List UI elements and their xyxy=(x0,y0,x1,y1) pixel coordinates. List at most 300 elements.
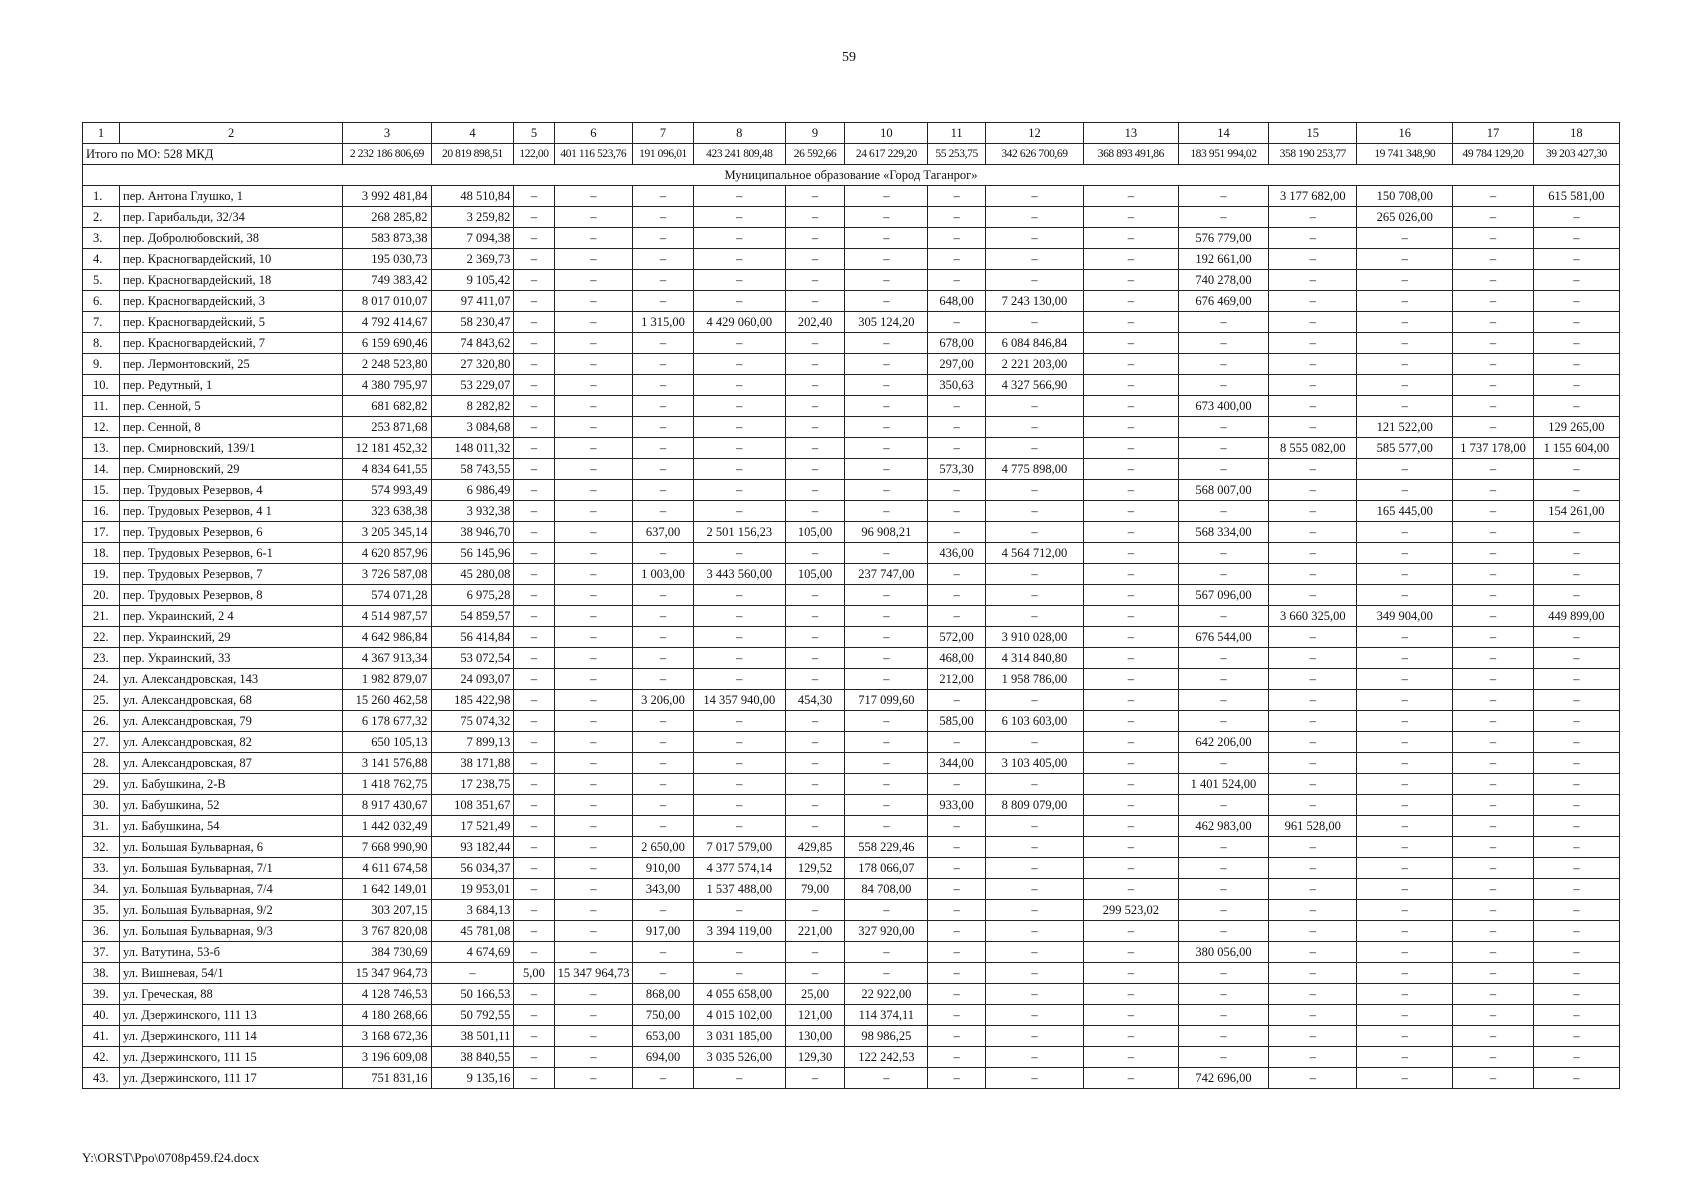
value-cell: 56 145,96 xyxy=(431,543,514,564)
value-cell: – xyxy=(928,900,986,921)
value-cell: 4 327 566,90 xyxy=(985,375,1083,396)
value-cell: – xyxy=(985,1068,1083,1089)
value-cell: 3 103 405,00 xyxy=(985,753,1083,774)
address-cell: пер. Сенной, 5 xyxy=(120,396,343,417)
value-cell: – xyxy=(928,1026,986,1047)
value-cell: – xyxy=(1083,585,1178,606)
value-cell: – xyxy=(633,795,694,816)
value-cell: – xyxy=(985,249,1083,270)
value-cell: – xyxy=(1453,543,1534,564)
value-cell: – xyxy=(554,900,632,921)
address-cell: пер. Смирновский, 29 xyxy=(120,459,343,480)
value-cell: – xyxy=(554,228,632,249)
value-cell: – xyxy=(1533,648,1619,669)
value-cell: – xyxy=(1178,543,1268,564)
value-cell: 1 155 604,00 xyxy=(1533,438,1619,459)
value-cell: 568 007,00 xyxy=(1178,480,1268,501)
value-cell: – xyxy=(514,1068,554,1089)
value-cell: – xyxy=(514,333,554,354)
value-cell: 195 030,73 xyxy=(343,249,431,270)
value-cell: – xyxy=(845,543,928,564)
value-cell: – xyxy=(1453,774,1534,795)
value-cell: – xyxy=(1083,711,1178,732)
value-cell: – xyxy=(985,228,1083,249)
value-cell: – xyxy=(785,186,845,207)
column-number-cell: 10 xyxy=(845,123,928,144)
address-cell: ул. Александровская, 82 xyxy=(120,732,343,753)
value-cell: 717 099,60 xyxy=(845,690,928,711)
value-cell: – xyxy=(845,627,928,648)
value-cell: 114 374,11 xyxy=(845,1005,928,1026)
value-cell: – xyxy=(985,942,1083,963)
value-cell: – xyxy=(1178,354,1268,375)
value-cell: – xyxy=(1269,501,1357,522)
table-row xyxy=(83,459,1620,480)
value-cell: 3 684,13 xyxy=(431,900,514,921)
value-cell: – xyxy=(554,396,632,417)
address-cell: ул. Греческая, 88 xyxy=(120,984,343,1005)
value-cell: – xyxy=(1269,1026,1357,1047)
value-cell: 1 315,00 xyxy=(633,312,694,333)
value-cell: – xyxy=(1269,690,1357,711)
value-cell: 121,00 xyxy=(785,1005,845,1026)
value-cell: 676 469,00 xyxy=(1178,291,1268,312)
column-number-cell: 4 xyxy=(431,123,514,144)
table-row xyxy=(83,480,1620,501)
value-cell: – xyxy=(985,606,1083,627)
value-cell: 653,00 xyxy=(633,1026,694,1047)
value-cell: – xyxy=(928,606,986,627)
total-cell: 358 190 253,77 xyxy=(1269,144,1357,165)
value-cell: – xyxy=(1533,858,1619,879)
value-cell: – xyxy=(985,858,1083,879)
value-cell: 48 510,84 xyxy=(431,186,514,207)
value-cell: 56 414,84 xyxy=(431,627,514,648)
value-cell: – xyxy=(1269,753,1357,774)
value-cell: – xyxy=(1083,795,1178,816)
value-cell: – xyxy=(1083,837,1178,858)
value-cell: 3 168 672,36 xyxy=(343,1026,431,1047)
value-cell: – xyxy=(1269,459,1357,480)
value-cell: – xyxy=(514,606,554,627)
value-cell: 574 993,49 xyxy=(343,480,431,501)
table-row xyxy=(83,291,1620,312)
table-row xyxy=(83,795,1620,816)
value-cell: – xyxy=(514,921,554,942)
value-cell: – xyxy=(845,270,928,291)
value-cell: 343,00 xyxy=(633,879,694,900)
value-cell: – xyxy=(633,354,694,375)
row-number-cell: 31. xyxy=(83,816,120,837)
column-number-cell: 11 xyxy=(928,123,986,144)
value-cell: – xyxy=(1533,291,1619,312)
value-cell: – xyxy=(694,459,786,480)
value-cell: – xyxy=(845,711,928,732)
address-cell: пер. Добролюбовский, 38 xyxy=(120,228,343,249)
value-cell: – xyxy=(928,732,986,753)
value-cell: – xyxy=(514,564,554,585)
value-cell: – xyxy=(514,1005,554,1026)
value-cell: 454,30 xyxy=(785,690,845,711)
value-cell: 8 917 430,67 xyxy=(343,795,431,816)
value-cell: 6 159 690,46 xyxy=(343,333,431,354)
value-cell: 642 206,00 xyxy=(1178,732,1268,753)
value-cell: – xyxy=(633,207,694,228)
value-cell: – xyxy=(985,186,1083,207)
table-row xyxy=(83,732,1620,753)
value-cell: – xyxy=(514,942,554,963)
value-cell: – xyxy=(1269,522,1357,543)
value-cell: 961 528,00 xyxy=(1269,816,1357,837)
value-cell: – xyxy=(785,270,845,291)
value-cell: – xyxy=(845,669,928,690)
value-cell: – xyxy=(1453,606,1534,627)
value-cell: – xyxy=(633,606,694,627)
row-number-cell: 27. xyxy=(83,732,120,753)
value-cell: – xyxy=(1083,543,1178,564)
value-cell: – xyxy=(514,417,554,438)
table-row xyxy=(83,228,1620,249)
value-cell: – xyxy=(928,438,986,459)
value-cell: – xyxy=(1453,312,1534,333)
row-number-cell: 33. xyxy=(83,858,120,879)
address-cell: пер. Украинский, 33 xyxy=(120,648,343,669)
value-cell: – xyxy=(785,942,845,963)
value-cell: – xyxy=(845,207,928,228)
value-cell: – xyxy=(694,375,786,396)
value-cell: – xyxy=(1357,669,1453,690)
value-cell: – xyxy=(1533,690,1619,711)
value-cell: – xyxy=(845,963,928,984)
value-cell: – xyxy=(785,627,845,648)
row-number-cell: 11. xyxy=(83,396,120,417)
value-cell: 105,00 xyxy=(785,522,845,543)
value-cell: – xyxy=(694,942,786,963)
value-cell: – xyxy=(928,1047,986,1068)
value-cell: 12 181 452,32 xyxy=(343,438,431,459)
row-number-cell: 2. xyxy=(83,207,120,228)
value-cell: 3 910 028,00 xyxy=(985,627,1083,648)
value-cell: 742 696,00 xyxy=(1178,1068,1268,1089)
value-cell: 2 248 523,80 xyxy=(343,354,431,375)
value-cell: – xyxy=(845,375,928,396)
value-cell: – xyxy=(1533,270,1619,291)
value-cell: – xyxy=(633,291,694,312)
value-cell: – xyxy=(1453,648,1534,669)
value-cell: – xyxy=(928,690,986,711)
value-cell: – xyxy=(694,753,786,774)
value-cell: – xyxy=(1178,690,1268,711)
value-cell: – xyxy=(514,291,554,312)
value-cell: – xyxy=(1269,858,1357,879)
value-cell: 436,00 xyxy=(928,543,986,564)
value-cell: – xyxy=(785,375,845,396)
value-cell: – xyxy=(928,984,986,1005)
value-cell: – xyxy=(694,585,786,606)
value-cell: – xyxy=(1357,522,1453,543)
value-cell: – xyxy=(514,459,554,480)
value-cell: – xyxy=(1083,648,1178,669)
value-cell: 165 445,00 xyxy=(1357,501,1453,522)
table-row xyxy=(83,837,1620,858)
value-cell: – xyxy=(633,417,694,438)
table-row xyxy=(83,690,1620,711)
value-cell: – xyxy=(633,249,694,270)
value-cell: 56 034,37 xyxy=(431,858,514,879)
value-cell: – xyxy=(1453,900,1534,921)
value-cell: – xyxy=(1083,312,1178,333)
value-cell: – xyxy=(928,1005,986,1026)
value-cell: 4 128 746,53 xyxy=(343,984,431,1005)
value-cell: – xyxy=(1178,186,1268,207)
value-cell: – xyxy=(1533,249,1619,270)
table-row xyxy=(83,1005,1620,1026)
value-cell: – xyxy=(928,396,986,417)
value-cell: – xyxy=(554,732,632,753)
value-cell: – xyxy=(554,207,632,228)
value-cell: – xyxy=(1269,627,1357,648)
value-cell: – xyxy=(554,1047,632,1068)
value-cell: – xyxy=(785,753,845,774)
address-cell: пер. Украинский, 29 xyxy=(120,627,343,648)
value-cell: – xyxy=(514,753,554,774)
value-cell: – xyxy=(1453,942,1534,963)
value-cell: 7 899,13 xyxy=(431,732,514,753)
value-cell: 297,00 xyxy=(928,354,986,375)
value-cell: 910,00 xyxy=(633,858,694,879)
value-cell: – xyxy=(1453,963,1534,984)
address-cell: пер. Трудовых Резервов, 7 xyxy=(120,564,343,585)
value-cell: – xyxy=(1269,249,1357,270)
row-number-cell: 24. xyxy=(83,669,120,690)
value-cell: – xyxy=(1357,858,1453,879)
value-cell: – xyxy=(1357,291,1453,312)
total-cell: 39 203 427,30 xyxy=(1533,144,1619,165)
table-row xyxy=(83,879,1620,900)
value-cell: 740 278,00 xyxy=(1178,270,1268,291)
value-cell: – xyxy=(554,984,632,1005)
value-cell: – xyxy=(928,1068,986,1089)
value-cell: – xyxy=(554,417,632,438)
value-cell: 637,00 xyxy=(633,522,694,543)
value-cell: – xyxy=(928,417,986,438)
value-cell: – xyxy=(514,1026,554,1047)
value-cell: – xyxy=(694,774,786,795)
value-cell: 122 242,53 xyxy=(845,1047,928,1068)
value-cell: – xyxy=(1453,690,1534,711)
value-cell: – xyxy=(554,1005,632,1026)
value-cell: 583 873,38 xyxy=(343,228,431,249)
value-cell: – xyxy=(985,585,1083,606)
value-cell: 202,40 xyxy=(785,312,845,333)
address-cell: ул. Большая Бульварная, 9/3 xyxy=(120,921,343,942)
value-cell: – xyxy=(514,648,554,669)
value-cell: – xyxy=(1357,396,1453,417)
value-cell: – xyxy=(785,711,845,732)
value-cell: 327 920,00 xyxy=(845,921,928,942)
value-cell: 53 229,07 xyxy=(431,375,514,396)
row-number-cell: 3. xyxy=(83,228,120,249)
value-cell: – xyxy=(633,711,694,732)
column-number-cell: 13 xyxy=(1083,123,1178,144)
table-row xyxy=(83,270,1620,291)
housing-register-table xyxy=(82,122,1620,1089)
row-number-cell: 25. xyxy=(83,690,120,711)
value-cell: – xyxy=(1269,774,1357,795)
value-cell: – xyxy=(785,249,845,270)
value-cell: – xyxy=(785,417,845,438)
value-cell: – xyxy=(633,438,694,459)
address-cell: пер. Трудовых Резервов, 4 1 xyxy=(120,501,343,522)
value-cell: – xyxy=(1269,417,1357,438)
value-cell: 4 834 641,55 xyxy=(343,459,431,480)
value-cell: 1 737 178,00 xyxy=(1453,438,1534,459)
value-cell: – xyxy=(554,711,632,732)
value-cell: – xyxy=(554,753,632,774)
value-cell: 468,00 xyxy=(928,648,986,669)
value-cell: – xyxy=(514,207,554,228)
value-cell: – xyxy=(928,858,986,879)
value-cell: – xyxy=(1178,1026,1268,1047)
value-cell: – xyxy=(785,795,845,816)
value-cell: – xyxy=(928,963,986,984)
value-cell: – xyxy=(554,522,632,543)
value-cell: – xyxy=(1269,921,1357,942)
value-cell: – xyxy=(785,501,845,522)
value-cell: – xyxy=(554,774,632,795)
value-cell: – xyxy=(554,879,632,900)
value-cell: – xyxy=(928,837,986,858)
value-cell: – xyxy=(1453,1026,1534,1047)
value-cell: – xyxy=(1357,354,1453,375)
value-cell: – xyxy=(1178,669,1268,690)
value-cell: – xyxy=(1533,942,1619,963)
total-cell: 191 096,01 xyxy=(633,144,694,165)
value-cell: – xyxy=(633,753,694,774)
total-cell: 122,00 xyxy=(514,144,554,165)
value-cell: 681 682,82 xyxy=(343,396,431,417)
row-number-cell: 35. xyxy=(83,900,120,921)
value-cell: – xyxy=(514,312,554,333)
value-cell: 25,00 xyxy=(785,984,845,1005)
value-cell: 429,85 xyxy=(785,837,845,858)
value-cell: – xyxy=(1533,396,1619,417)
value-cell: – xyxy=(1453,186,1534,207)
value-cell: – xyxy=(554,585,632,606)
value-cell: 917,00 xyxy=(633,921,694,942)
value-cell: – xyxy=(845,249,928,270)
value-cell: – xyxy=(1533,1068,1619,1089)
value-cell: – xyxy=(985,564,1083,585)
value-cell: – xyxy=(1269,732,1357,753)
value-cell: – xyxy=(514,396,554,417)
value-cell: 751 831,16 xyxy=(343,1068,431,1089)
value-cell: – xyxy=(785,585,845,606)
value-cell: – xyxy=(1083,354,1178,375)
address-cell: пер. Украинский, 2 4 xyxy=(120,606,343,627)
value-cell: – xyxy=(1453,228,1534,249)
value-cell: 676 544,00 xyxy=(1178,627,1268,648)
value-cell: – xyxy=(1533,732,1619,753)
value-cell: – xyxy=(694,270,786,291)
value-cell: – xyxy=(694,354,786,375)
value-cell: 6 103 603,00 xyxy=(985,711,1083,732)
value-cell: – xyxy=(694,228,786,249)
address-cell: ул. Дзержинского, 111 15 xyxy=(120,1047,343,1068)
value-cell: – xyxy=(554,312,632,333)
value-cell: – xyxy=(1357,984,1453,1005)
value-cell: – xyxy=(694,501,786,522)
value-cell: – xyxy=(785,354,845,375)
value-cell: – xyxy=(985,522,1083,543)
value-cell: – xyxy=(928,207,986,228)
value-cell: 344,00 xyxy=(928,753,986,774)
column-number-cell: 14 xyxy=(1178,123,1268,144)
column-number-cell: 3 xyxy=(343,123,431,144)
value-cell: – xyxy=(1453,669,1534,690)
address-cell: ул. Дзержинского, 111 13 xyxy=(120,1005,343,1026)
row-number-cell: 13. xyxy=(83,438,120,459)
table-row xyxy=(83,753,1620,774)
value-cell: 4 314 840,80 xyxy=(985,648,1083,669)
address-cell: пер. Смирновский, 139/1 xyxy=(120,438,343,459)
value-cell: 58 230,47 xyxy=(431,312,514,333)
value-cell: – xyxy=(928,480,986,501)
row-number-cell: 29. xyxy=(83,774,120,795)
table-row xyxy=(83,606,1620,627)
value-cell: – xyxy=(514,795,554,816)
value-cell: – xyxy=(1453,879,1534,900)
value-cell: – xyxy=(928,879,986,900)
value-cell: – xyxy=(633,480,694,501)
value-cell: – xyxy=(694,648,786,669)
row-number-cell: 40. xyxy=(83,1005,120,1026)
table-row xyxy=(83,900,1620,921)
value-cell: – xyxy=(1453,564,1534,585)
value-cell: – xyxy=(1357,1026,1453,1047)
value-cell: – xyxy=(1269,207,1357,228)
value-cell: 449 899,00 xyxy=(1533,606,1619,627)
value-cell: – xyxy=(928,564,986,585)
value-cell: – xyxy=(785,207,845,228)
value-cell: 6 986,49 xyxy=(431,480,514,501)
value-cell: – xyxy=(554,375,632,396)
row-number-cell: 30. xyxy=(83,795,120,816)
total-cell: 401 116 523,76 xyxy=(554,144,632,165)
value-cell: 3 992 481,84 xyxy=(343,186,431,207)
address-cell: ул. Большая Бульварная, 9/2 xyxy=(120,900,343,921)
section-row xyxy=(83,165,1620,186)
value-cell: – xyxy=(694,711,786,732)
value-cell: – xyxy=(1083,942,1178,963)
value-cell: 1 401 524,00 xyxy=(1178,774,1268,795)
value-cell: – xyxy=(785,963,845,984)
value-cell: – xyxy=(694,963,786,984)
value-cell: – xyxy=(1083,1068,1178,1089)
table-row xyxy=(83,585,1620,606)
value-cell: 4 367 913,34 xyxy=(343,648,431,669)
value-cell: – xyxy=(514,690,554,711)
row-number-cell: 19. xyxy=(83,564,120,585)
value-cell: – xyxy=(1453,585,1534,606)
value-cell: – xyxy=(633,228,694,249)
value-cell: 3 031 185,00 xyxy=(694,1026,786,1047)
value-cell: – xyxy=(1178,606,1268,627)
value-cell: – xyxy=(514,669,554,690)
value-cell: – xyxy=(985,396,1083,417)
value-cell: – xyxy=(1269,585,1357,606)
value-cell: – xyxy=(1083,627,1178,648)
